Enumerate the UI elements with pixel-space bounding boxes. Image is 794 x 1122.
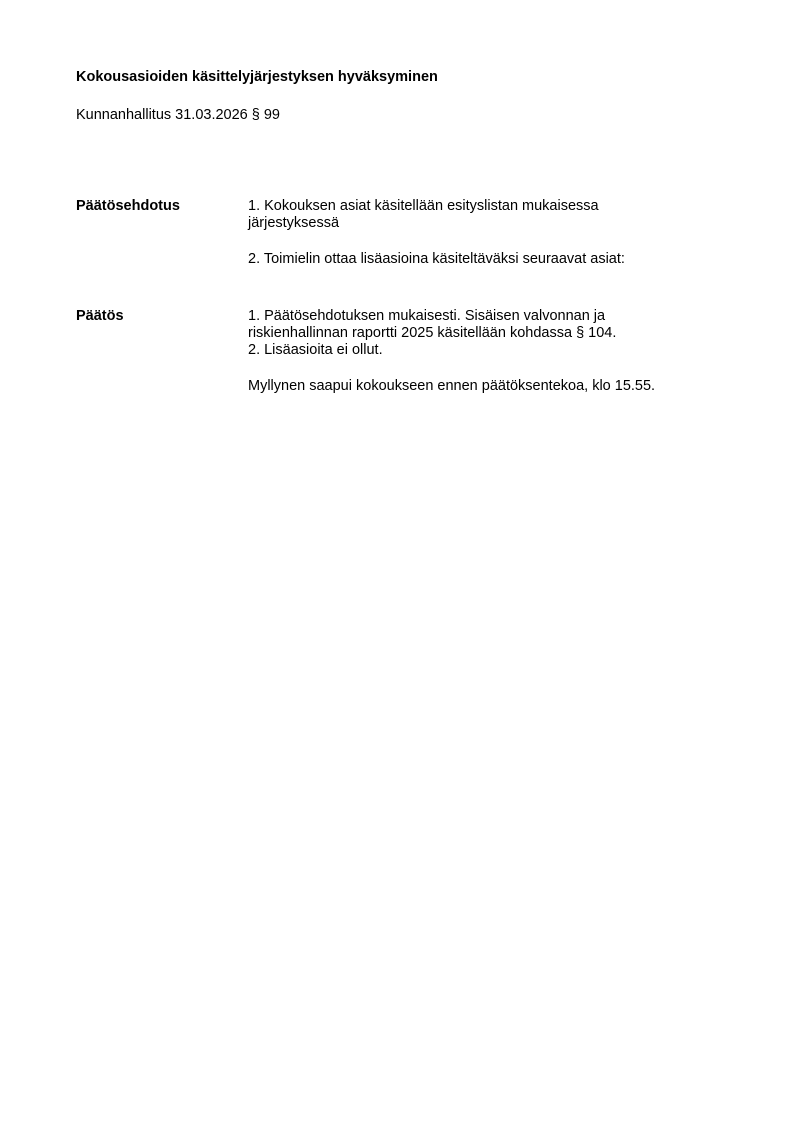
document-title: Kokousasioiden käsittelyjärjestyksen hyväksyminen <box>76 69 438 85</box>
proposal-body <box>248 198 718 268</box>
proposal-label: Päätösehdotus <box>76 198 180 214</box>
decision-note: Myllynen saapui kokoukseen ennen päätöksentekoa, klo 15.55. <box>248 378 656 394</box>
decision-spacer <box>248 359 718 378</box>
decision-item-1-line-1: 1. Päätösehdotuksen mukaisesti. Sisäisen valvonnan ja <box>248 308 606 324</box>
meeting-reference: Kunnanhallitus 31.03.2026 § 99 <box>76 107 280 123</box>
decision-label: Päätös <box>76 308 124 324</box>
proposal-item-2: 2. Toimielin ottaa lisäasioina käsiteltäväksi seuraavat asiat: <box>248 251 625 267</box>
decision-item-1-line-2: riskienhallinnan raportti 2025 käsitellään kohdassa § 104. <box>248 325 617 341</box>
proposal-item-1-line-2: järjestyksessä <box>248 215 340 231</box>
decision-item-2: 2. Lisäasioita ei ollut. <box>248 342 383 358</box>
proposal-item-1-line-1: 1. Kokouksen asiat käsitellään esityslistan mukaisessa <box>248 198 599 214</box>
decision-body <box>248 308 718 395</box>
proposal-spacer <box>248 232 718 251</box>
